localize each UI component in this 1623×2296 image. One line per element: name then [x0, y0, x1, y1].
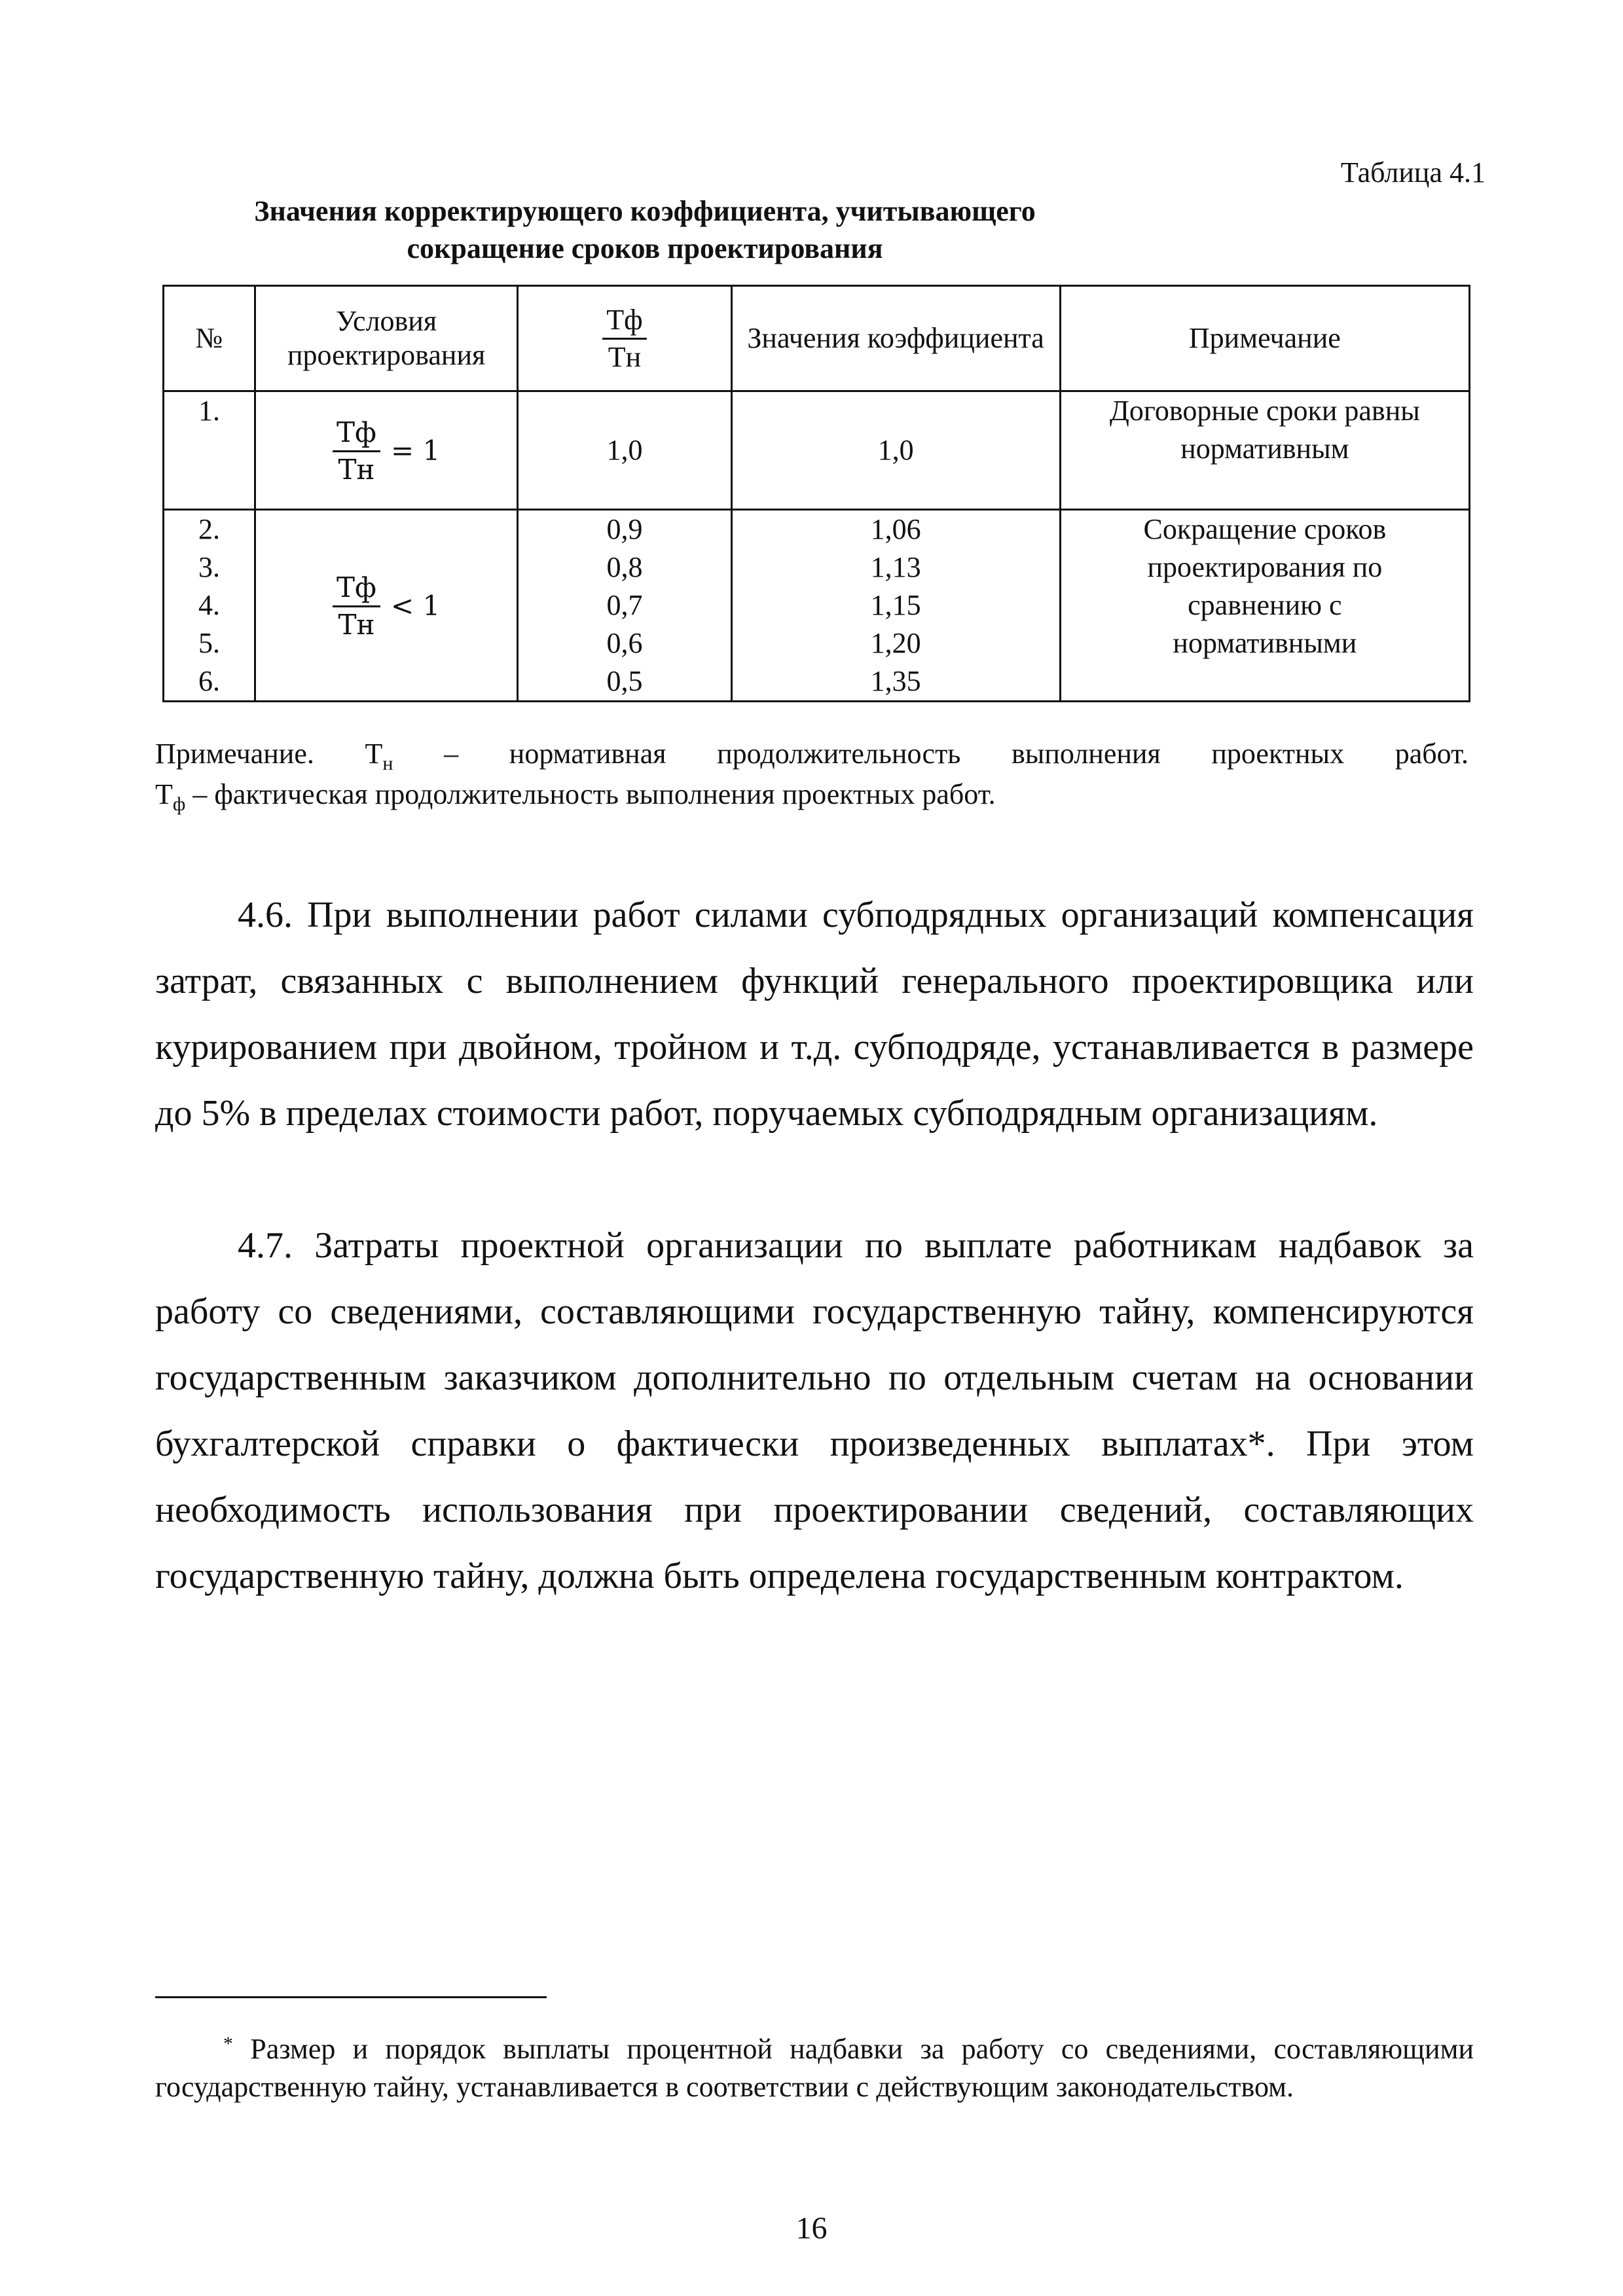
note-sub: н: [382, 752, 393, 774]
coefficient-value: 1,15: [870, 589, 921, 621]
condition-operator: = 1: [390, 435, 441, 467]
coefficient-value: 1,35: [870, 665, 921, 697]
row-number: 5.: [198, 627, 220, 659]
row-number: 2.: [198, 513, 220, 545]
coefficient-cells: [731, 510, 1060, 702]
note-lead: Т: [155, 778, 173, 810]
footnote-separator: [155, 1996, 547, 1998]
ratio-value: 0,5: [606, 665, 643, 697]
note-cell: Сокращение сроков проектирования по сравнению с нормативными: [1060, 510, 1469, 702]
condition-denominator: Тн: [338, 453, 375, 486]
header-conditions: Условия проектирования: [255, 286, 518, 391]
row-number: 1.: [164, 391, 255, 510]
note-rest: – нормативная продолжительность выполнения проектных работ.: [393, 738, 1469, 770]
note-sub: ф: [172, 793, 186, 815]
row-number: 4.: [198, 589, 220, 621]
row-number: 3.: [198, 551, 220, 583]
paragraph-4-6: [155, 882, 1474, 1147]
table-caption-line-2: сокращение сроков проектирования: [407, 232, 883, 264]
coefficient-value: 1,20: [870, 627, 921, 659]
condition-formula: [333, 570, 440, 643]
condition-cell: [255, 510, 518, 702]
note-lead: Примечание. Т: [155, 738, 383, 770]
table-row: [164, 510, 1470, 702]
header-ratio-fraction: [602, 302, 646, 375]
header-number: №: [164, 286, 255, 391]
condition-operator: < 1: [390, 590, 441, 622]
row-numbers: [164, 510, 255, 702]
table-header-row: [164, 286, 1470, 391]
note-rest: – фактическая продолжительность выполнения проектных работ.: [185, 778, 996, 810]
table-caption-line-1: Значения корректирующего коэффициента, учитывающего: [254, 195, 1036, 227]
table-row: [164, 391, 1470, 510]
footnote: [155, 2030, 1474, 2106]
condition-fraction: [333, 415, 380, 488]
note-cell: Договорные сроки равны нормативным: [1060, 391, 1469, 510]
condition-numerator: Тф: [333, 570, 380, 607]
page-number: 16: [795, 2211, 828, 2246]
ratio-value: 0,9: [606, 513, 643, 545]
paragraph-4-7: [155, 1213, 1474, 1609]
condition-numerator: Тф: [333, 415, 380, 452]
footnote-mark: *: [223, 2033, 233, 2054]
row-number: 6.: [198, 665, 220, 697]
header-note: Примечание: [1060, 286, 1469, 391]
coefficient-cell: 1,0: [731, 391, 1060, 510]
condition-cell: [255, 391, 518, 510]
header-ratio: [518, 286, 731, 391]
header-ratio-numerator: Тф: [602, 302, 646, 340]
paragraph-text: 4.6. При выполнении работ силами субподрядных организаций компенсация затрат, связанных с выполнением функций генерального проектировщика или курированием при двойном, тройном и т.д. субподряде, устанавливается в размере до 5% в пределах стоимости работ, поручаемых субподрядным организациям.: [155, 895, 1474, 1134]
ratio-value: 0,8: [606, 551, 643, 583]
condition-fraction: [333, 570, 380, 643]
ratio-value: 0,6: [606, 627, 643, 659]
table-label: Таблица 4.1: [1340, 156, 1486, 188]
coefficient-value: 1,13: [870, 551, 921, 583]
table-note-line-2: [155, 776, 1468, 823]
ratio-value: 0,7: [606, 589, 643, 621]
ratio-cell: 1,0: [518, 391, 731, 510]
header-ratio-denominator: Тн: [608, 340, 642, 373]
header-coefficient: Значения коэффициента: [731, 286, 1060, 391]
ratio-cells: [518, 510, 731, 702]
paragraph-text: 4.7. Затраты проектной организации по выплате работникам надбавок за работу со сведениями, составляющими государственную тайну, компенсируются государственным заказчиком дополнительно по отдельным счетам на основании бухгалтерской справки о фактически произведенных выплатах*. При этом необходимость использования при проектировании сведений, составляющих государственную тайну, должна быть определена государственным контрактом.: [155, 1225, 1474, 1596]
coefficient-table: [162, 285, 1470, 702]
condition-formula: [333, 415, 440, 488]
coefficient-value: 1,06: [870, 513, 921, 545]
footnote-text: Размер и порядок выплаты процентной надбавки за работу со сведениями, составляющими государственную тайну, устанавливается в соответствии с действующим законодательством.: [155, 2033, 1474, 2103]
condition-denominator: Тн: [338, 608, 375, 641]
